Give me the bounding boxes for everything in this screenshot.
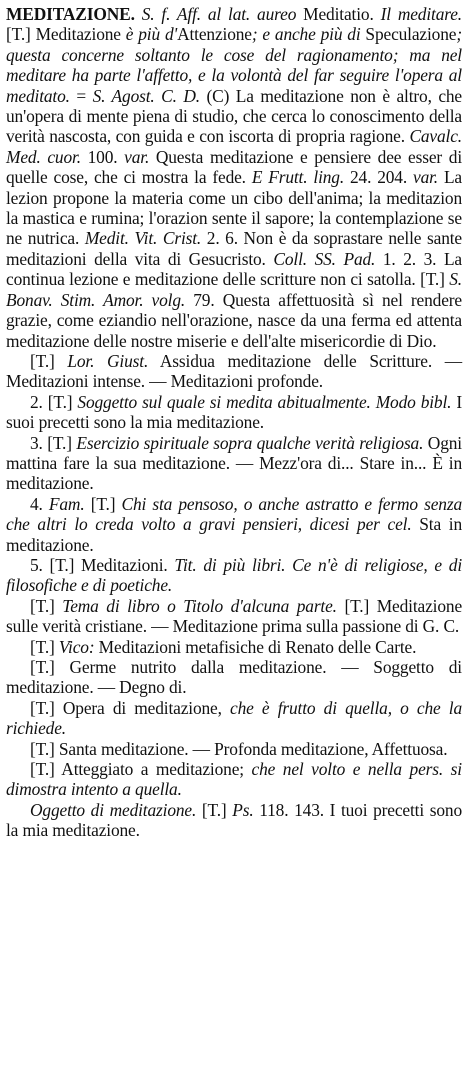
italic-text: Il meditare.: [380, 4, 462, 24]
body-text: =: [69, 85, 93, 106]
italic-text: S. Bonav. Stim. Amor. volg.: [6, 269, 462, 310]
body-text: 3. [T.]: [30, 432, 77, 453]
body-text: 2. 6. Non è da soprastare nelle sante meditazioni della vita di Gesucristo.: [6, 228, 462, 269]
italic-text: Chi sta pensoso, o anche astratto e fermo senza che altri lo creda volto a gravi pensieri, dicesi per cel.: [6, 493, 462, 535]
entry-paragraph: [6, 392, 462, 433]
body-text: 2. [T.]: [30, 391, 78, 412]
body-text: [T.]: [30, 636, 59, 657]
italic-text: Fam.: [48, 493, 85, 514]
italic-text: è più d': [125, 24, 178, 45]
body-text: 24. 204.: [344, 167, 413, 188]
body-text: (C) La meditazione non è altro, che un'opera di mente piena di studio, che cerca lo conoscimento della verità nascosta, con guida e con iscorta di propria ragione.: [6, 85, 462, 147]
body-text: 79. Questa affettuosità sì nel rendere grazie, come eziandio nell'orazione, nasce da una ferma ed attenta meditazione delle nostre miserie e dell'alte misericordie di Dio.: [6, 289, 462, 351]
body-text: Questa meditazione e pensiere dee esser di quelle cose, che ci mostra la fede.: [6, 146, 462, 188]
body-text: [T.] Atteggiato a meditazione;: [30, 759, 252, 780]
entry-paragraph: [6, 800, 462, 841]
entry-paragraph: [6, 494, 462, 555]
body-text: 5. [T.] Meditazioni.: [30, 554, 175, 575]
entry-paragraph: [6, 739, 462, 759]
body-text: [T.]: [196, 799, 233, 820]
italic-text: che nel volto e nella pers. si dimostra intento a quella.: [6, 759, 462, 800]
body-text: 1. 2. 3. La continua lezione e meditazione delle scritture non ci satolla. [T.]: [6, 248, 463, 290]
italic-text: ; e anche più di: [251, 24, 361, 45]
body-text: 100.: [80, 146, 125, 167]
body-text: [T.]: [84, 493, 122, 514]
italic-text: Ps.: [232, 799, 254, 820]
entry-paragraph: [6, 596, 462, 637]
italic-text: Coll. SS. Pad.: [273, 248, 376, 269]
entry-paragraph: [6, 698, 462, 739]
headword: MEDITAZIONE.: [6, 4, 135, 24]
italic-text: che è frutto di quella, o che la richiede.: [6, 697, 462, 739]
body-text: [135, 4, 142, 24]
body-text: Ogni mattina fare la sua meditazione. — Mezz'ora di... Stare in... È in meditazione.: [6, 432, 462, 494]
italic-text: var.: [413, 167, 439, 188]
body-text: [T.]: [30, 595, 63, 616]
entry-paragraph: [6, 351, 462, 392]
body-text: [T.] Germe nutrito dalla meditazione. — Soggetto di meditazione. — Degno di.: [6, 657, 462, 698]
body-text: Meditazioni metafisiche di Renato delle Carte.: [94, 636, 417, 657]
italic-text: Soggetto sul quale si medita abitualmente. Modo bibl.: [77, 391, 452, 412]
body-text: Attenzione: [177, 24, 252, 45]
italic-text: Lor. Giust.: [67, 350, 149, 371]
body-text: [T.] Meditazione sulle verità cristiane. — Meditazione prima sulla passione di G. C.: [6, 595, 463, 637]
italic-text: Tit. di più libri. Ce n'è di religiose, e di filosofiche e di poetiche.: [6, 554, 463, 596]
body-text: I suoi precetti sono la mia meditazione.: [6, 391, 462, 433]
body-text: 4.: [30, 493, 49, 514]
entry-paragraph: [6, 433, 462, 494]
entry-paragraph: [6, 637, 462, 657]
italic-text: Oggetto di meditazione.: [30, 799, 197, 820]
italic-text: Vico:: [58, 636, 95, 657]
body-text: [T.]: [30, 350, 68, 371]
entry-paragraph: [6, 657, 462, 698]
entry-paragraph: [6, 759, 462, 800]
italic-text: E Frutt. ling.: [251, 167, 345, 188]
body-text: Sta in meditazione.: [6, 514, 462, 555]
italic-text: S. Agost. C. D.: [92, 85, 200, 106]
dictionary-entry-meditazione: [6, 4, 462, 841]
italic-text: Medit. Vit. Crist.: [84, 228, 202, 249]
body-text: [T.] Meditazione: [6, 24, 126, 45]
italic-text: Esercizio spirituale sopra qualche verità religiosa.: [76, 432, 424, 453]
italic-text: Tema di libro o Titolo d'alcuna parte.: [62, 595, 337, 616]
entry-paragraph: [6, 555, 462, 596]
body-text: [T.] Opera di meditazione,: [30, 697, 231, 718]
body-text: Speculazione: [360, 24, 457, 45]
entry-paragraph: [6, 4, 462, 351]
italic-text: Cavalc. Med. cuor.: [6, 126, 462, 167]
body-text: 118. 143. I tuoi precetti sono la mia meditazione.: [6, 799, 462, 841]
body-text: Assidua meditazione delle Scritture. — Meditazioni intense. — Meditazioni profonde.: [6, 350, 462, 392]
body-text: Meditatio.: [296, 4, 381, 24]
italic-text: ; questa concerne soltanto le cose del ragionamento; ma nel meditare ha parte l'affetto, e la volontà del far seguire l'opera al meditato.: [6, 24, 462, 106]
body-text: [T.] Santa meditazione. — Profonda meditazione, Affettuosa.: [30, 738, 448, 759]
italic-text: var.: [124, 146, 150, 167]
body-text: La lezion propone la materia come un cibo dell'anima; la meditazion la mastica e rumina; l'orazion sente il sapore; la contemplazione se ne nutrica.: [6, 167, 462, 249]
italic-text: S. f. Aff. al lat. aureo: [141, 4, 297, 24]
